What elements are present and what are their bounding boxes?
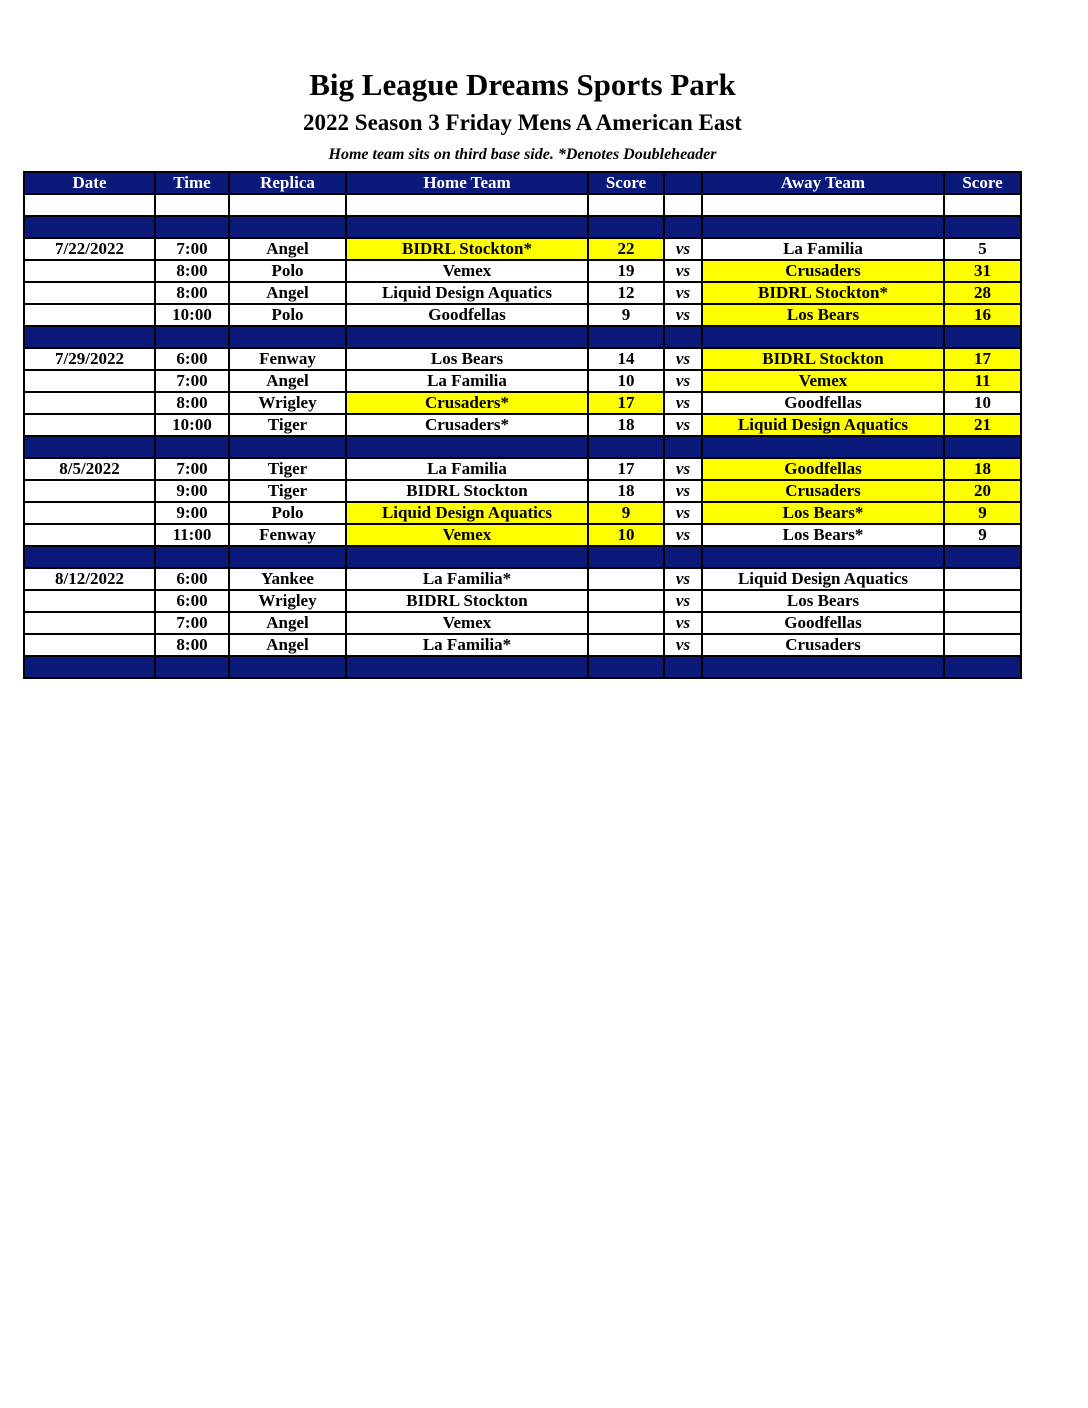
separator-cell <box>155 656 229 678</box>
away-score-cell: 20 <box>944 480 1021 502</box>
game-row <box>24 414 1021 436</box>
separator-cell <box>664 326 702 348</box>
game-row <box>24 480 1021 502</box>
separator-cell <box>229 656 346 678</box>
away-score-cell <box>944 590 1021 612</box>
time-cell: 8:00 <box>155 260 229 282</box>
away-team-cell: Liquid Design Aquatics <box>702 568 944 590</box>
vs-cell: vs <box>664 524 702 546</box>
time-cell: 7:00 <box>155 612 229 634</box>
away-score-cell: 16 <box>944 304 1021 326</box>
separator-cell <box>944 216 1021 238</box>
time-cell: 8:00 <box>155 634 229 656</box>
away-team-cell: Goodfellas <box>702 458 944 480</box>
vs-cell: vs <box>664 238 702 260</box>
header-row <box>24 172 1021 194</box>
away-score-cell <box>944 568 1021 590</box>
header-home-score: Score <box>588 172 664 194</box>
replica-cell: Angel <box>229 612 346 634</box>
blank-cell <box>24 194 155 216</box>
page-title: Big League Dreams Sports Park <box>309 67 736 102</box>
blank-cell <box>588 194 664 216</box>
replica-cell: Polo <box>229 304 346 326</box>
blank-cell <box>664 194 702 216</box>
time-cell: 8:00 <box>155 392 229 414</box>
separator-row <box>24 216 1021 238</box>
replica-cell: Polo <box>229 260 346 282</box>
home-score-cell: 9 <box>588 502 664 524</box>
separator-cell <box>24 326 155 348</box>
away-score-cell: 21 <box>944 414 1021 436</box>
away-score-cell <box>944 634 1021 656</box>
home-team-cell: Goodfellas <box>346 304 588 326</box>
home-score-cell <box>588 568 664 590</box>
home-score-cell <box>588 612 664 634</box>
home-team-cell: Liquid Design Aquatics <box>346 502 588 524</box>
header-away-score: Score <box>944 172 1021 194</box>
away-score-cell: 9 <box>944 502 1021 524</box>
home-score-cell: 18 <box>588 414 664 436</box>
home-team-cell: Liquid Design Aquatics <box>346 282 588 304</box>
away-team-cell: Los Bears <box>702 304 944 326</box>
vs-cell: vs <box>664 458 702 480</box>
away-team-cell: Goodfellas <box>702 612 944 634</box>
header-home-team: Home Team <box>346 172 588 194</box>
replica-cell: Angel <box>229 634 346 656</box>
separator-cell <box>702 546 944 568</box>
separator-cell <box>664 436 702 458</box>
separator-cell <box>155 326 229 348</box>
home-score-cell: 14 <box>588 348 664 370</box>
time-cell: 7:00 <box>155 370 229 392</box>
away-score-cell: 17 <box>944 348 1021 370</box>
separator-cell <box>702 656 944 678</box>
separator-cell <box>944 546 1021 568</box>
away-team-cell: Crusaders <box>702 634 944 656</box>
vs-cell: vs <box>664 612 702 634</box>
separator-cell <box>155 546 229 568</box>
separator-cell <box>229 546 346 568</box>
away-team-cell: Liquid Design Aquatics <box>702 414 944 436</box>
game-row <box>24 392 1021 414</box>
game-row <box>24 502 1021 524</box>
time-cell: 6:00 <box>155 590 229 612</box>
header-date: Date <box>24 172 155 194</box>
game-row <box>24 568 1021 590</box>
home-score-cell <box>588 634 664 656</box>
vs-cell: vs <box>664 370 702 392</box>
vs-cell: vs <box>664 414 702 436</box>
replica-cell: Angel <box>229 370 346 392</box>
date-cell <box>24 392 155 414</box>
schedule-body <box>24 194 1021 678</box>
home-score-cell: 10 <box>588 524 664 546</box>
home-team-cell: Los Bears <box>346 348 588 370</box>
separator-cell <box>944 326 1021 348</box>
vs-cell: vs <box>664 392 702 414</box>
game-row <box>24 370 1021 392</box>
home-team-cell: La Familia* <box>346 568 588 590</box>
blank-cell <box>229 194 346 216</box>
game-row <box>24 260 1021 282</box>
home-team-cell: Vemex <box>346 612 588 634</box>
game-row <box>24 634 1021 656</box>
away-team-cell: BIDRL Stockton <box>702 348 944 370</box>
separator-cell <box>346 436 588 458</box>
home-team-cell: La Familia* <box>346 634 588 656</box>
away-team-cell: Los Bears <box>702 590 944 612</box>
away-score-cell: 9 <box>944 524 1021 546</box>
away-team-cell: Crusaders <box>702 260 944 282</box>
date-cell <box>24 480 155 502</box>
home-score-cell: 18 <box>588 480 664 502</box>
separator-cell <box>346 656 588 678</box>
date-cell: 8/12/2022 <box>24 568 155 590</box>
home-team-cell: BIDRL Stockton <box>346 590 588 612</box>
game-row <box>24 282 1021 304</box>
blank-cell <box>155 194 229 216</box>
separator-cell <box>702 216 944 238</box>
time-cell: 7:00 <box>155 238 229 260</box>
away-score-cell: 10 <box>944 392 1021 414</box>
date-cell: 8/5/2022 <box>24 458 155 480</box>
game-row <box>24 458 1021 480</box>
game-row <box>24 612 1021 634</box>
header-away-team: Away Team <box>702 172 944 194</box>
page-subtitle: 2022 Season 3 Friday Mens A American East <box>303 110 742 135</box>
schedule-table <box>23 171 1022 679</box>
separator-row <box>24 656 1021 678</box>
game-row <box>24 238 1021 260</box>
blank-cell <box>702 194 944 216</box>
vs-cell: vs <box>664 348 702 370</box>
date-cell <box>24 260 155 282</box>
home-team-cell: Crusaders* <box>346 414 588 436</box>
date-cell <box>24 634 155 656</box>
date-cell <box>24 590 155 612</box>
separator-row <box>24 546 1021 568</box>
game-row <box>24 304 1021 326</box>
separator-cell <box>588 436 664 458</box>
date-cell <box>24 282 155 304</box>
blank-row <box>24 194 1021 216</box>
vs-cell: vs <box>664 568 702 590</box>
replica-cell: Tiger <box>229 458 346 480</box>
separator-cell <box>24 656 155 678</box>
home-score-cell: 10 <box>588 370 664 392</box>
game-row <box>24 348 1021 370</box>
time-cell: 9:00 <box>155 502 229 524</box>
away-team-cell: Los Bears* <box>702 524 944 546</box>
vs-cell: vs <box>664 590 702 612</box>
separator-cell <box>588 326 664 348</box>
separator-cell <box>702 326 944 348</box>
game-row <box>24 524 1021 546</box>
separator-cell <box>229 436 346 458</box>
separator-cell <box>944 436 1021 458</box>
separator-cell <box>664 216 702 238</box>
replica-cell: Tiger <box>229 480 346 502</box>
date-cell <box>24 370 155 392</box>
date-cell: 7/29/2022 <box>24 348 155 370</box>
home-score-cell: 17 <box>588 392 664 414</box>
separator-cell <box>664 656 702 678</box>
home-team-cell: La Familia <box>346 458 588 480</box>
blank-cell <box>944 194 1021 216</box>
replica-cell: Angel <box>229 238 346 260</box>
away-team-cell: Vemex <box>702 370 944 392</box>
header-time: Time <box>155 172 229 194</box>
date-cell <box>24 502 155 524</box>
separator-row <box>24 326 1021 348</box>
separator-cell <box>702 436 944 458</box>
separator-cell <box>229 326 346 348</box>
date-cell <box>24 304 155 326</box>
away-score-cell: 18 <box>944 458 1021 480</box>
header-replica: Replica <box>229 172 346 194</box>
away-team-cell: BIDRL Stockton* <box>702 282 944 304</box>
date-cell <box>24 414 155 436</box>
away-team-cell: Goodfellas <box>702 392 944 414</box>
time-cell: 10:00 <box>155 414 229 436</box>
vs-cell: vs <box>664 502 702 524</box>
separator-cell <box>155 436 229 458</box>
away-score-cell: 5 <box>944 238 1021 260</box>
home-score-cell: 19 <box>588 260 664 282</box>
separator-cell <box>155 216 229 238</box>
date-cell: 7/22/2022 <box>24 238 155 260</box>
away-score-cell: 31 <box>944 260 1021 282</box>
separator-cell <box>24 216 155 238</box>
vs-cell: vs <box>664 260 702 282</box>
away-score-cell: 11 <box>944 370 1021 392</box>
time-cell: 6:00 <box>155 568 229 590</box>
separator-row <box>24 436 1021 458</box>
separator-cell <box>588 216 664 238</box>
home-team-cell: BIDRL Stockton <box>346 480 588 502</box>
time-cell: 9:00 <box>155 480 229 502</box>
date-cell <box>24 524 155 546</box>
separator-cell <box>944 656 1021 678</box>
home-team-cell: Vemex <box>346 524 588 546</box>
home-score-cell: 22 <box>588 238 664 260</box>
page-note: Home team sits on third base side. *Denotes Doubleheader <box>328 146 717 163</box>
separator-cell <box>588 656 664 678</box>
away-team-cell: Los Bears* <box>702 502 944 524</box>
replica-cell: Yankee <box>229 568 346 590</box>
home-team-cell: Crusaders* <box>346 392 588 414</box>
home-team-cell: BIDRL Stockton* <box>346 238 588 260</box>
separator-cell <box>346 546 588 568</box>
game-row <box>24 590 1021 612</box>
separator-cell <box>24 546 155 568</box>
home-score-cell: 9 <box>588 304 664 326</box>
replica-cell: Polo <box>229 502 346 524</box>
away-score-cell: 28 <box>944 282 1021 304</box>
separator-cell <box>588 546 664 568</box>
replica-cell: Angel <box>229 282 346 304</box>
separator-cell <box>346 326 588 348</box>
replica-cell: Wrigley <box>229 392 346 414</box>
home-team-cell: Vemex <box>346 260 588 282</box>
replica-cell: Fenway <box>229 524 346 546</box>
vs-cell: vs <box>664 634 702 656</box>
away-team-cell: Crusaders <box>702 480 944 502</box>
time-cell: 8:00 <box>155 282 229 304</box>
blank-cell <box>346 194 588 216</box>
time-cell: 10:00 <box>155 304 229 326</box>
header-vs <box>664 172 702 194</box>
replica-cell: Wrigley <box>229 590 346 612</box>
vs-cell: vs <box>664 282 702 304</box>
separator-cell <box>346 216 588 238</box>
separator-cell <box>229 216 346 238</box>
replica-cell: Fenway <box>229 348 346 370</box>
separator-cell <box>24 436 155 458</box>
away-score-cell <box>944 612 1021 634</box>
vs-cell: vs <box>664 480 702 502</box>
away-team-cell: La Familia <box>702 238 944 260</box>
date-cell <box>24 612 155 634</box>
home-team-cell: La Familia <box>346 370 588 392</box>
home-score-cell: 17 <box>588 458 664 480</box>
vs-cell: vs <box>664 304 702 326</box>
home-score-cell: 12 <box>588 282 664 304</box>
replica-cell: Tiger <box>229 414 346 436</box>
separator-cell <box>664 546 702 568</box>
time-cell: 7:00 <box>155 458 229 480</box>
home-score-cell <box>588 590 664 612</box>
time-cell: 6:00 <box>155 348 229 370</box>
time-cell: 11:00 <box>155 524 229 546</box>
